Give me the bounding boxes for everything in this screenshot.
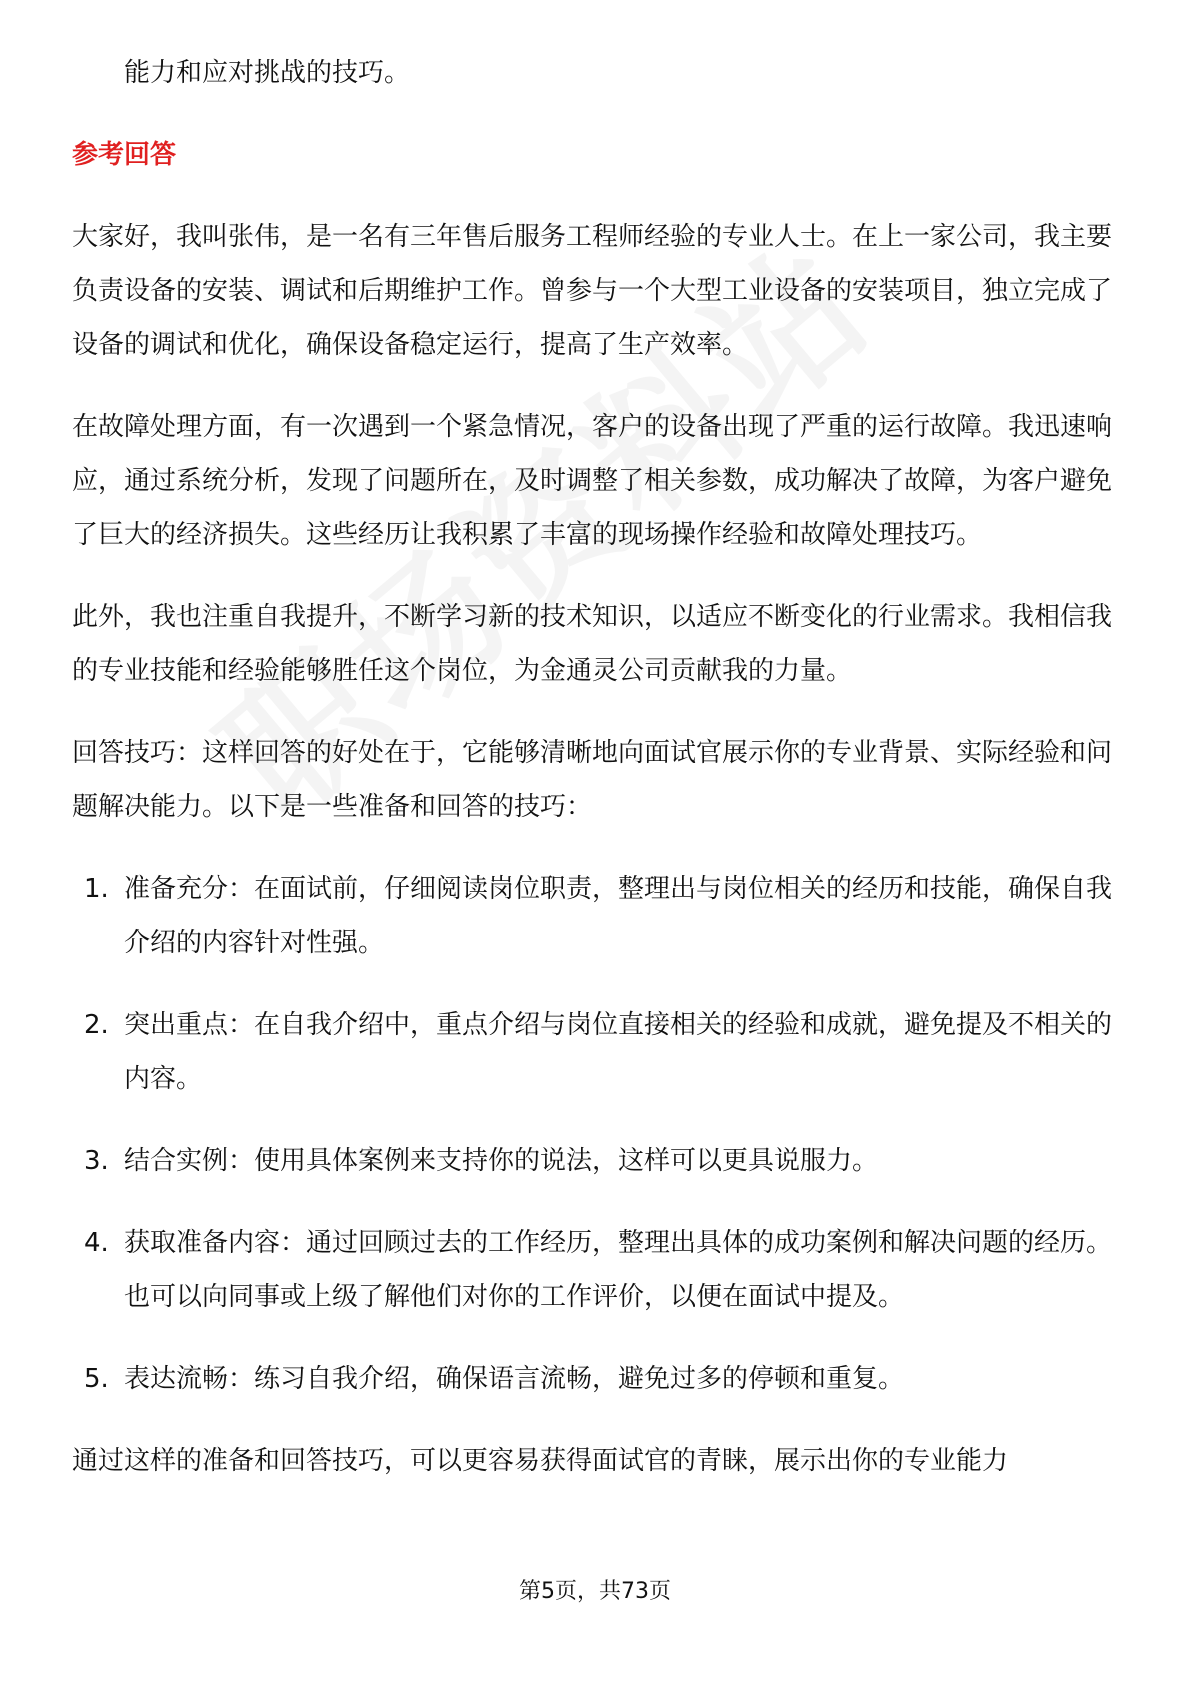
list-item [72,998,1132,1106]
section-heading: 参考回答 [72,140,177,170]
page-number-footer: 第5页，共73页 [519,1579,671,1604]
page-content [72,46,1132,1488]
closing-paragraph: 通过这样的准备和回答技巧，可以更容易获得面试官的青睐，展示出你的专业能力 [72,1446,1009,1476]
list-item-text: 准备充分：在面试前，仔细阅读岗位职责，整理出与岗位相关的经历和技能，确保自我介绍的内容针对性强。 [124,874,1113,958]
list-item-text: 结合实例：使用具体案例来支持你的说法，这样可以更具说服力。 [124,1146,879,1176]
continuation-text: 能力和应对挑战的技巧。 [124,58,411,88]
paragraph-self-improvement: 此外，我也注重自我提升，不断学习新的技术知识，以适应不断变化的行业需求。我相信我的专业技能和经验能够胜任这个岗位，为金通灵公司贡献我的力量。 [72,602,1113,686]
list-item-number: 4. [84,1228,109,1258]
tips-list [72,862,1132,1406]
list-item-number: 1. [84,874,109,904]
paragraph-fault-handling: 在故障处理方面，有一次遇到一个紧急情况，客户的设备出现了严重的运行故障。我迅速响应，通过系统分析，发现了问题所在，及时调整了相关参数，成功解决了故障，为客户避免了巨大的经济损失。这些经历让我积累了丰富的现场操作经验和故障处理技巧。 [72,412,1113,550]
list-item [72,1216,1132,1324]
list-item-number: 2. [84,1010,109,1040]
list-item [72,862,1132,970]
list-item-text: 表达流畅：练习自我介绍，确保语言流畅，避免过多的停顿和重复。 [124,1364,905,1394]
list-item-text: 获取准备内容：通过回顾过去的工作经历，整理出具体的成功案例和解决问题的经历。也可以向同事或上级了解他们对你的工作评价，以便在面试中提及。 [124,1228,1113,1312]
list-item [72,1352,1132,1406]
paragraph-intro: 大家好，我叫张伟，是一名有三年售后服务工程师经验的专业人士。在上一家公司，我主要负责设备的安装、调试和后期维护工作。曾参与一个大型工业设备的安装项目，独立完成了设备的调试和优化，确保设备稳定运行，提高了生产效率。 [72,222,1113,360]
list-item-number: 3. [84,1146,109,1176]
list-item [72,1134,1132,1188]
list-item-number: 5. [84,1364,109,1394]
paragraph-answer-tips: 回答技巧：这样回答的好处在于，它能够清晰地向面试官展示你的专业背景、实际经验和问题解决能力。以下是一些准备和回答的技巧： [72,738,1113,822]
list-item-text: 突出重点：在自我介绍中，重点介绍与岗位直接相关的经验和成就，避免提及不相关的内容。 [124,1010,1113,1094]
